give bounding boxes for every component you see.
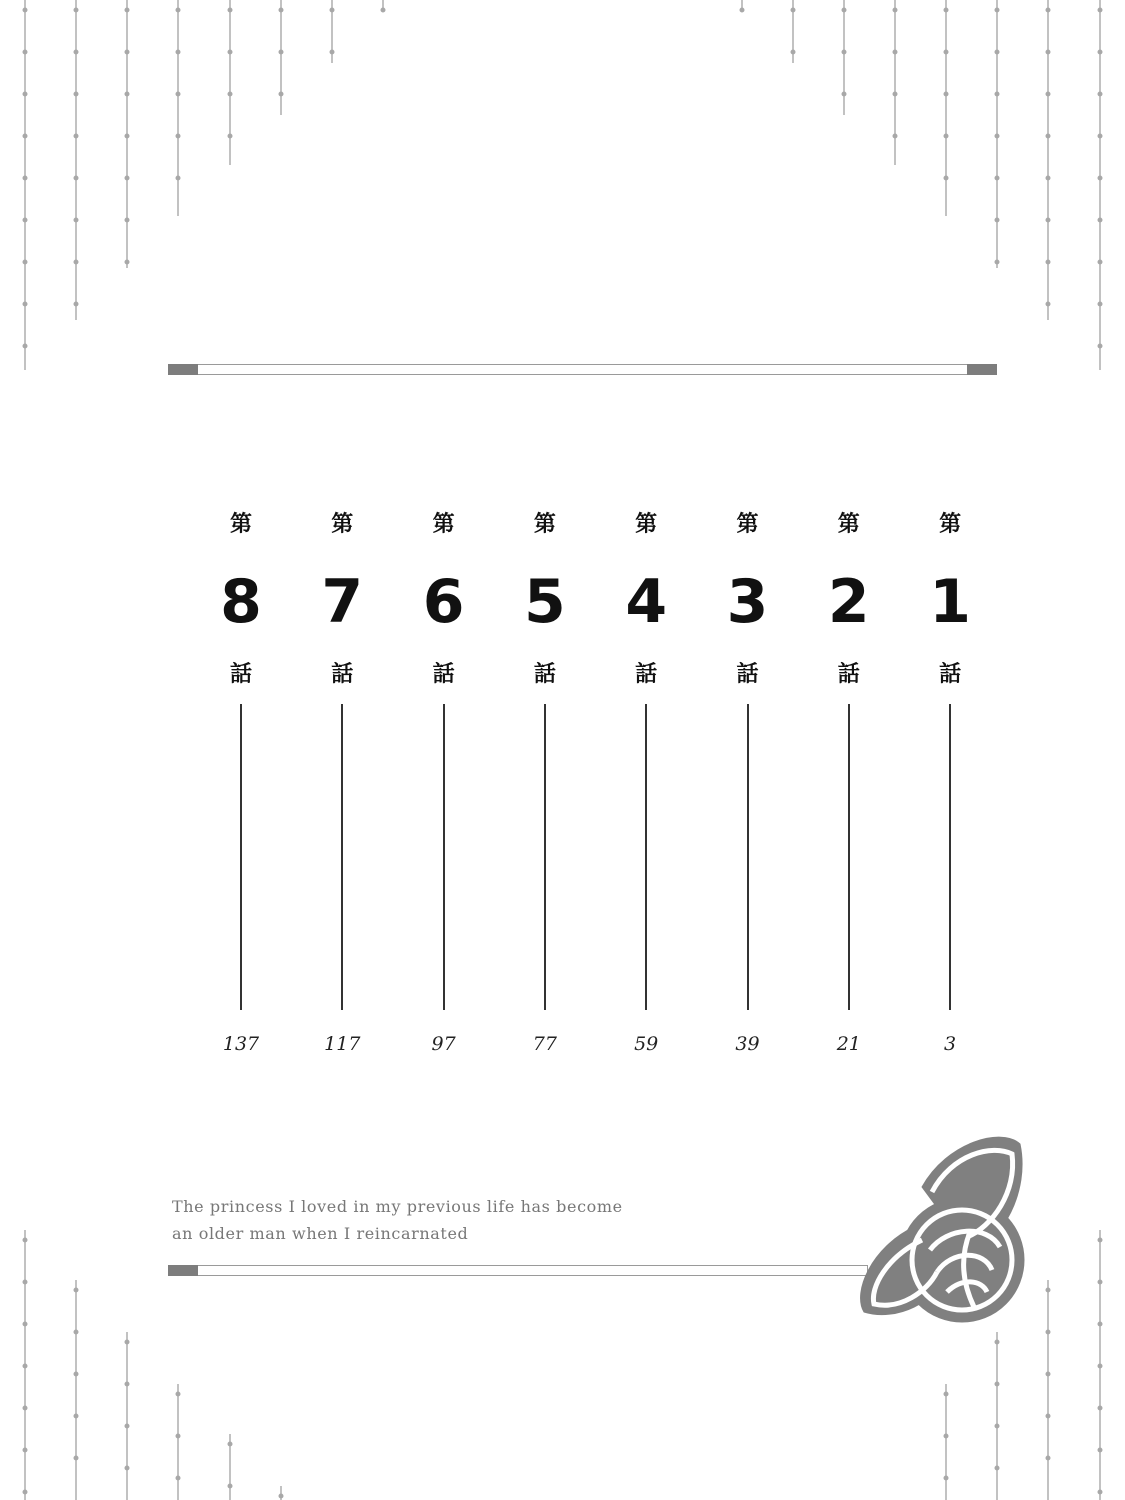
chapter-entry[interactable] — [201, 510, 281, 1056]
decor-dot — [125, 50, 129, 54]
decor-dot — [1098, 260, 1102, 264]
decor-dot — [330, 8, 334, 12]
chapter-page-number: 3 — [944, 1033, 957, 1055]
decor-dot — [842, 50, 846, 54]
decor-dot — [995, 1382, 999, 1386]
decor-dot — [995, 92, 999, 96]
decor-dot — [279, 1494, 283, 1498]
decor-dot — [995, 260, 999, 264]
chapter-rule — [341, 704, 343, 1010]
decor-dot — [1098, 1406, 1102, 1410]
decor-dot — [1098, 1490, 1102, 1494]
decor-dot — [1098, 8, 1102, 12]
decor-dot — [1098, 134, 1102, 138]
subtitle-line-1: The princess I loved in my previous life has become — [172, 1197, 623, 1216]
decor-dot — [995, 1466, 999, 1470]
decor-dot — [995, 1340, 999, 1344]
chapter-number: 6 — [422, 567, 465, 637]
decor-dot — [1098, 92, 1102, 96]
decor-dot — [1098, 302, 1102, 306]
decor-dot — [74, 302, 78, 306]
chapter-page-number: 137 — [222, 1033, 260, 1055]
chapter-page-number: 39 — [735, 1033, 760, 1055]
decor-dot — [23, 302, 27, 306]
chapter-page-number: 117 — [324, 1033, 361, 1055]
decor-dot — [23, 1322, 27, 1326]
bar-cap-right — [967, 364, 997, 375]
decor-dot — [1098, 344, 1102, 348]
decor-dot — [125, 1340, 129, 1344]
decor-dot — [23, 176, 27, 180]
decor-dot — [23, 260, 27, 264]
chapter-entry[interactable] — [302, 510, 382, 1056]
decor-dot — [1098, 1280, 1102, 1284]
chapter-entry[interactable] — [505, 510, 585, 1056]
chapter-rule — [747, 704, 749, 1010]
chapter-prefix: 第 — [229, 512, 252, 537]
chapter-page-number: 21 — [836, 1033, 861, 1055]
decor-dot — [228, 1442, 232, 1446]
decor-dot — [125, 8, 129, 12]
decor-dot — [23, 1406, 27, 1410]
decor-dot — [893, 92, 897, 96]
decor-dot — [23, 50, 27, 54]
chapter-entry[interactable] — [708, 510, 788, 1056]
decor-dot — [125, 1382, 129, 1386]
decor-dot — [125, 260, 129, 264]
chapter-page-number: 97 — [431, 1033, 456, 1055]
chapter-prefix: 第 — [939, 512, 962, 537]
chapter-suffix: 話 — [432, 662, 455, 687]
decor-dot — [1098, 218, 1102, 222]
chapter-prefix: 第 — [837, 512, 860, 537]
decor-dot — [995, 134, 999, 138]
decor-dot — [74, 1414, 78, 1418]
decor-dot — [1046, 176, 1050, 180]
decor-dot — [228, 8, 232, 12]
chapter-prefix: 第 — [635, 512, 658, 537]
decor-dot — [74, 260, 78, 264]
decor-dot — [893, 50, 897, 54]
chapter-number: 1 — [929, 567, 971, 637]
decor-dot — [944, 92, 948, 96]
decor-dot — [1046, 50, 1050, 54]
chapter-suffix: 話 — [229, 662, 252, 687]
decor-dot — [23, 1490, 27, 1494]
decor-dot — [842, 8, 846, 12]
decor-dot — [176, 1434, 180, 1438]
decor-dot — [1098, 1322, 1102, 1326]
chapter-page-number: 77 — [532, 1033, 557, 1055]
chapter-prefix: 第 — [736, 512, 759, 537]
chapter-rule — [240, 704, 242, 1010]
decor-dot — [125, 92, 129, 96]
book-subtitle — [172, 1193, 692, 1247]
decor-dot — [23, 1364, 27, 1368]
chapter-prefix: 第 — [331, 512, 354, 537]
decor-dot — [944, 8, 948, 12]
decor-dot — [125, 176, 129, 180]
decor-dot — [995, 50, 999, 54]
bar-cap-left — [168, 1265, 198, 1276]
decor-dot — [1046, 1372, 1050, 1376]
decor-dot — [1098, 1448, 1102, 1452]
decor-dot — [74, 8, 78, 12]
decor-dot — [23, 1238, 27, 1242]
decor-dot — [74, 92, 78, 96]
decor-dot — [23, 344, 27, 348]
decor-dot — [1046, 302, 1050, 306]
chapter-number: 7 — [321, 567, 364, 637]
decor-dot — [23, 218, 27, 222]
decor-dot — [1046, 1288, 1050, 1292]
decor-dot — [125, 218, 129, 222]
decor-dot — [995, 8, 999, 12]
decor-dot — [944, 50, 948, 54]
decor-dot — [944, 176, 948, 180]
chapter-number: 4 — [625, 567, 668, 637]
chapter-entry[interactable] — [809, 510, 889, 1056]
decor-dot — [23, 134, 27, 138]
chapter-number: 5 — [524, 567, 566, 637]
chapter-suffix: 話 — [736, 662, 759, 687]
decor-dot — [176, 8, 180, 12]
decor-dot — [381, 8, 385, 12]
decor-dot — [1046, 8, 1050, 12]
subtitle-line-2: an older man when I reincarnated — [172, 1224, 469, 1243]
bottom-frame-bar — [168, 1265, 868, 1276]
decor-dot — [330, 50, 334, 54]
top-frame-bar — [168, 364, 997, 375]
chapter-number: 3 — [726, 567, 769, 637]
decor-dot — [228, 50, 232, 54]
decor-dot — [1046, 1414, 1050, 1418]
decor-dot — [23, 1448, 27, 1452]
decor-dot — [228, 92, 232, 96]
decor-dot — [176, 1392, 180, 1396]
decor-dot — [23, 92, 27, 96]
decor-dot — [23, 1280, 27, 1284]
decor-dot — [74, 176, 78, 180]
decor-dot — [1098, 1238, 1102, 1242]
chapter-number: 8 — [220, 567, 262, 637]
decor-dot — [1046, 1330, 1050, 1334]
decor-dot — [74, 50, 78, 54]
decor-dot — [74, 1456, 78, 1460]
chapter-rule — [848, 704, 850, 1010]
chapter-entry[interactable] — [404, 510, 484, 1056]
decor-dot — [1098, 50, 1102, 54]
decor-dot — [23, 8, 27, 12]
chapter-prefix: 第 — [533, 512, 556, 537]
chapter-rule — [544, 704, 546, 1010]
chapter-entry[interactable] — [910, 510, 990, 1056]
decor-dot — [893, 8, 897, 12]
decor-dot — [1046, 134, 1050, 138]
decor-dot — [944, 134, 948, 138]
decor-dot — [791, 50, 795, 54]
decor-dot — [125, 134, 129, 138]
decor-dot — [176, 92, 180, 96]
chapter-suffix: 話 — [837, 662, 860, 687]
decor-dot — [740, 8, 744, 12]
decor-dot — [944, 1476, 948, 1480]
decor-dot — [1046, 92, 1050, 96]
chapter-suffix: 話 — [635, 662, 658, 687]
decor-dot — [74, 1288, 78, 1292]
decor-dot — [944, 1434, 948, 1438]
decor-dot — [279, 8, 283, 12]
decor-dot — [1046, 260, 1050, 264]
decor-dot — [74, 218, 78, 222]
decor-dot — [1098, 1364, 1102, 1368]
decor-dot — [176, 1476, 180, 1480]
decor-dot — [279, 92, 283, 96]
chapter-prefix: 第 — [432, 512, 455, 537]
decor-dot — [842, 92, 846, 96]
chapter-suffix: 話 — [533, 662, 556, 687]
decor-dot — [125, 1466, 129, 1470]
decor-dot — [228, 134, 232, 138]
decor-dot — [1046, 1456, 1050, 1460]
chapter-page-number: 59 — [634, 1033, 659, 1055]
decor-dot — [176, 50, 180, 54]
decor-dot — [791, 8, 795, 12]
decor-dot — [176, 176, 180, 180]
decor-dot — [176, 134, 180, 138]
decor-dot — [893, 134, 897, 138]
decor-dot — [74, 1372, 78, 1376]
decor-dot — [995, 176, 999, 180]
decor-dot — [74, 1330, 78, 1334]
decor-dot — [125, 1424, 129, 1428]
decor-dot — [279, 50, 283, 54]
chapter-rule — [443, 704, 445, 1010]
decor-dot — [74, 134, 78, 138]
chapter-suffix: 話 — [939, 662, 962, 687]
decor-dot — [1098, 176, 1102, 180]
decor-dot — [995, 218, 999, 222]
chapter-suffix: 話 — [331, 662, 354, 687]
chapter-rule — [645, 704, 647, 1010]
decor-dot — [1046, 218, 1050, 222]
decor-dot — [228, 1484, 232, 1488]
decor-dot — [995, 1424, 999, 1428]
chapter-number: 2 — [827, 567, 870, 637]
rose-emblem-icon — [852, 1132, 1032, 1327]
chapter-entry[interactable] — [606, 510, 686, 1056]
decor-dot — [944, 1392, 948, 1396]
chapter-rule — [949, 704, 951, 1010]
bar-cap-left — [168, 364, 198, 375]
